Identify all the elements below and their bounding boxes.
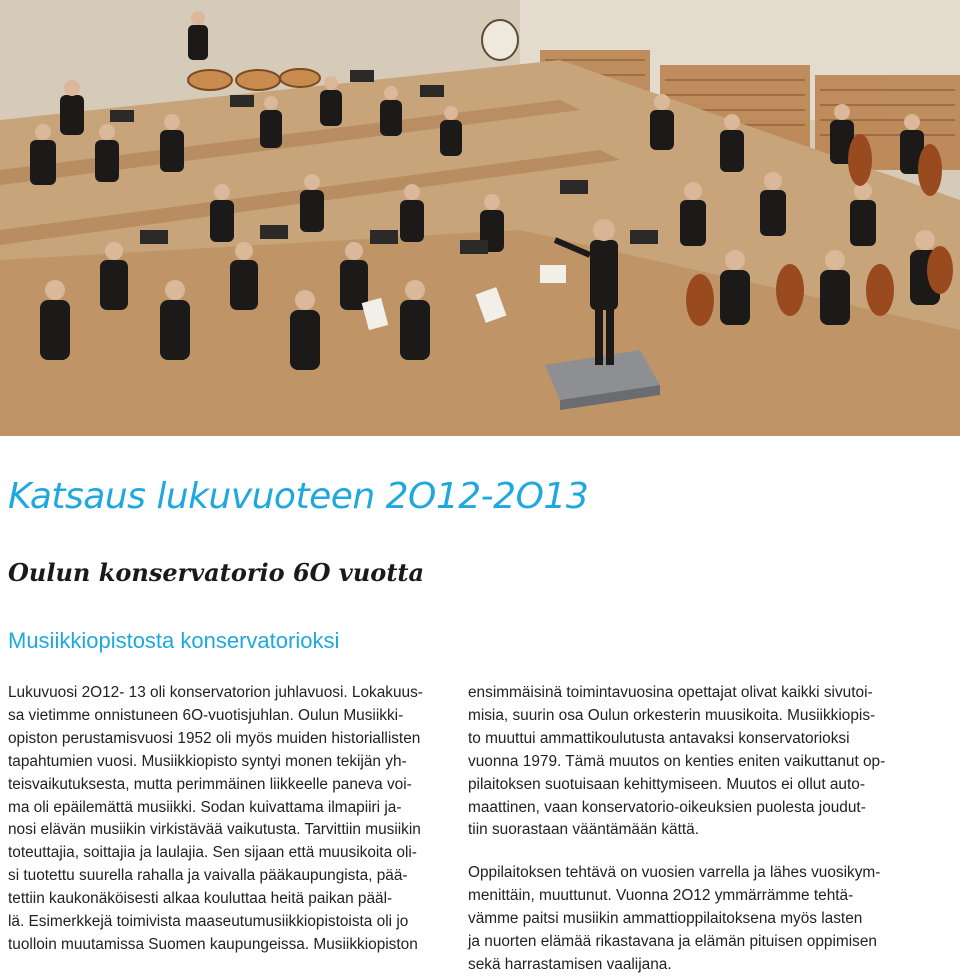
text-line: tuolloin muutamissa Suomen kaupungeissa. Musiikkiopiston: [8, 935, 418, 953]
text-line: misia, suurin osa Oulun orkesterin muusikoita. Musiikkiopis-: [468, 706, 876, 724]
text-line: ja nuorten elämää rikastavana ja elämän pituisen oppimisen: [468, 933, 877, 951]
sub-title: Oulun konservatorio 6O vuotta: [8, 558, 425, 587]
text-line: vuonna 1979. Tämä muutos on kenties eniten vaikuttanut op-: [468, 752, 886, 770]
text-line: nosi elävän musiikin virkistävää vaikutusta. Tarvittiin musiikin: [8, 821, 421, 839]
text-line: maattinen, vaan konservatorio-oikeuksien puolesta joudut-: [468, 798, 866, 816]
orchestra-photo: [0, 0, 960, 436]
orchestra-illustration: [0, 0, 960, 436]
text-line: tiin suorastaan vääntämään kättä.: [468, 821, 700, 839]
text-line: pilaitoksen suotuisaan kehittymiseen. Muutos ei ollut auto-: [468, 775, 865, 793]
section-title: Musiikkiopistosta konservatorioksi: [8, 628, 340, 653]
text-line: toteuttajia, soittajia ja laulajia. Sen sijaan että muusikoita oli-: [8, 844, 417, 862]
text-line: teisvaikutuksesta, mutta perimmäinen liikkeelle paneva voi-: [8, 775, 412, 793]
text-line: sa vietimme onnistuneen 6O-vuotisjuhlan. Oulun Musiikki-: [8, 706, 404, 724]
paragraph-gap: [468, 842, 928, 862]
text-line: menittäin, muuttunut. Vuonna 2O12 ymmärrämme tehtä-: [468, 887, 854, 905]
text-line: opiston perustamisvuosi 1952 oli myös muiden historiallisten: [8, 729, 421, 747]
text-line: tapahtumien vuosi. Musiikkiopisto syntyi monen tekijän yh-: [8, 752, 407, 770]
text-line: Lukuvuosi 2O12- 13 oli konservatorion juhlavuosi. Lokakuus-: [8, 684, 423, 701]
text-line: ma oli epäilemättä musiikki. Sodan kuivattama ilmapiiri ja-: [8, 798, 402, 816]
left-column-text: [8, 682, 453, 957]
text-line: Oppilaitoksen tehtävä on vuosien varrella ja lähes vuosikym-: [468, 864, 881, 882]
text-line: lä. Esimerkkejä toimivista maaseutumusiikkiopistoista oli jo: [8, 913, 409, 931]
text-line: tettiin kaukonäköisesti alkaa kouluttaa heitä paikan pääl-: [8, 890, 393, 908]
text-line: sekä harrastamisen vaalijana.: [468, 955, 672, 973]
text-line: ensimmäisinä toimintavuosina opettajat olivat kaikki sivutoi-: [468, 684, 873, 701]
right-column-text: [468, 682, 928, 977]
main-title: Katsaus lukuvuoteen 2O12-2O13: [8, 476, 589, 517]
text-line: to muuttui ammattikoulutusta antavaksi konservatorioksi: [468, 729, 850, 747]
text-line: vämme paitsi musiikin ammattioppilaitoksena myös lasten: [468, 910, 863, 928]
text-line: si tuotettu suurella rahalla ja vaivalla pääkaupungista, pää-: [8, 867, 408, 885]
